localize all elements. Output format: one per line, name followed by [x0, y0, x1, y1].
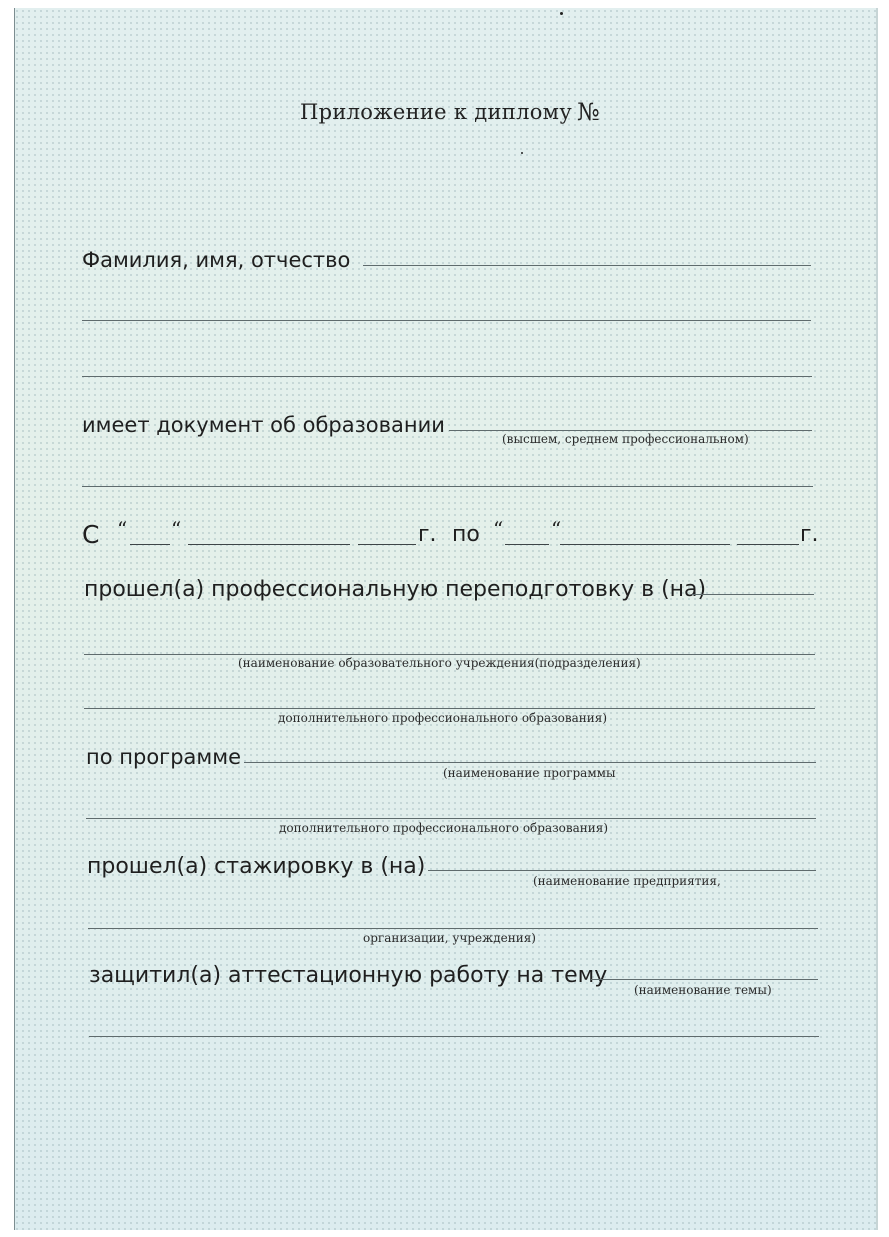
- internship-hint-2: организации, учреждения): [363, 931, 536, 945]
- education-line-2[interactable]: [82, 486, 813, 487]
- program-label: по программе: [86, 745, 241, 769]
- year-suffix-1: г.: [418, 522, 437, 547]
- date-from-prefix: С: [82, 520, 100, 549]
- thesis-hint: (наименование темы): [634, 983, 772, 997]
- open-quote-2: “: [493, 517, 504, 541]
- internship-hint-1: (наименование предприятия,: [533, 874, 721, 888]
- thesis-line-2[interactable]: [89, 1036, 819, 1037]
- program-line[interactable]: [244, 762, 816, 763]
- institution-hint-2: дополнительного профессионального образования): [278, 711, 608, 725]
- internship-line[interactable]: [428, 870, 816, 871]
- close-quote-2: “: [551, 517, 562, 541]
- year-to-line[interactable]: [737, 544, 799, 545]
- internship-line-2[interactable]: [88, 928, 818, 929]
- print-mark: [560, 12, 563, 15]
- institution-hint-1: (наименование образовательного учреждения(подразделения): [238, 656, 641, 670]
- sheet-left-edge: [14, 8, 15, 1230]
- month-from-line[interactable]: [188, 544, 350, 545]
- fio-label: Фамилия, имя, отчество: [82, 248, 351, 272]
- retraining-line[interactable]: [692, 594, 814, 595]
- month-to-line[interactable]: [560, 544, 730, 545]
- thesis-label: защитил(а) аттестационную работу на тему: [89, 963, 608, 988]
- page-title: Приложение к диплому: [300, 100, 572, 124]
- education-label: имеет документ об образовании: [82, 413, 445, 437]
- date-to-prefix: по: [452, 522, 480, 547]
- year-from-line[interactable]: [358, 544, 416, 545]
- print-mark: [521, 152, 523, 154]
- education-hint: (высшем, среднем профессиональном): [502, 432, 749, 446]
- close-quote: “: [171, 517, 182, 541]
- fio-line-2[interactable]: [82, 320, 811, 321]
- education-line[interactable]: [449, 430, 812, 431]
- year-suffix-2: г.: [800, 522, 819, 547]
- program-hint-2: дополнительного профессионального образования): [279, 821, 609, 835]
- retraining-label: прошел(а) профессиональную переподготовку в (на): [84, 577, 707, 602]
- thesis-line[interactable]: [591, 979, 818, 980]
- day-to-line[interactable]: [505, 544, 549, 545]
- program-line-2[interactable]: [86, 818, 816, 819]
- internship-label: прошел(а) стажировку в (на): [87, 854, 426, 879]
- fio-line-3[interactable]: [82, 376, 812, 377]
- sheet-right-edge: [876, 8, 878, 1230]
- open-quote: “: [117, 517, 128, 541]
- program-hint-1: (наименование программы: [443, 766, 616, 780]
- number-sign: №: [577, 98, 600, 126]
- diploma-supplement-sheet: [14, 8, 878, 1230]
- fio-line[interactable]: [363, 265, 811, 266]
- institution-line-2[interactable]: [84, 708, 815, 709]
- day-from-line[interactable]: [130, 544, 170, 545]
- institution-line[interactable]: [84, 654, 815, 655]
